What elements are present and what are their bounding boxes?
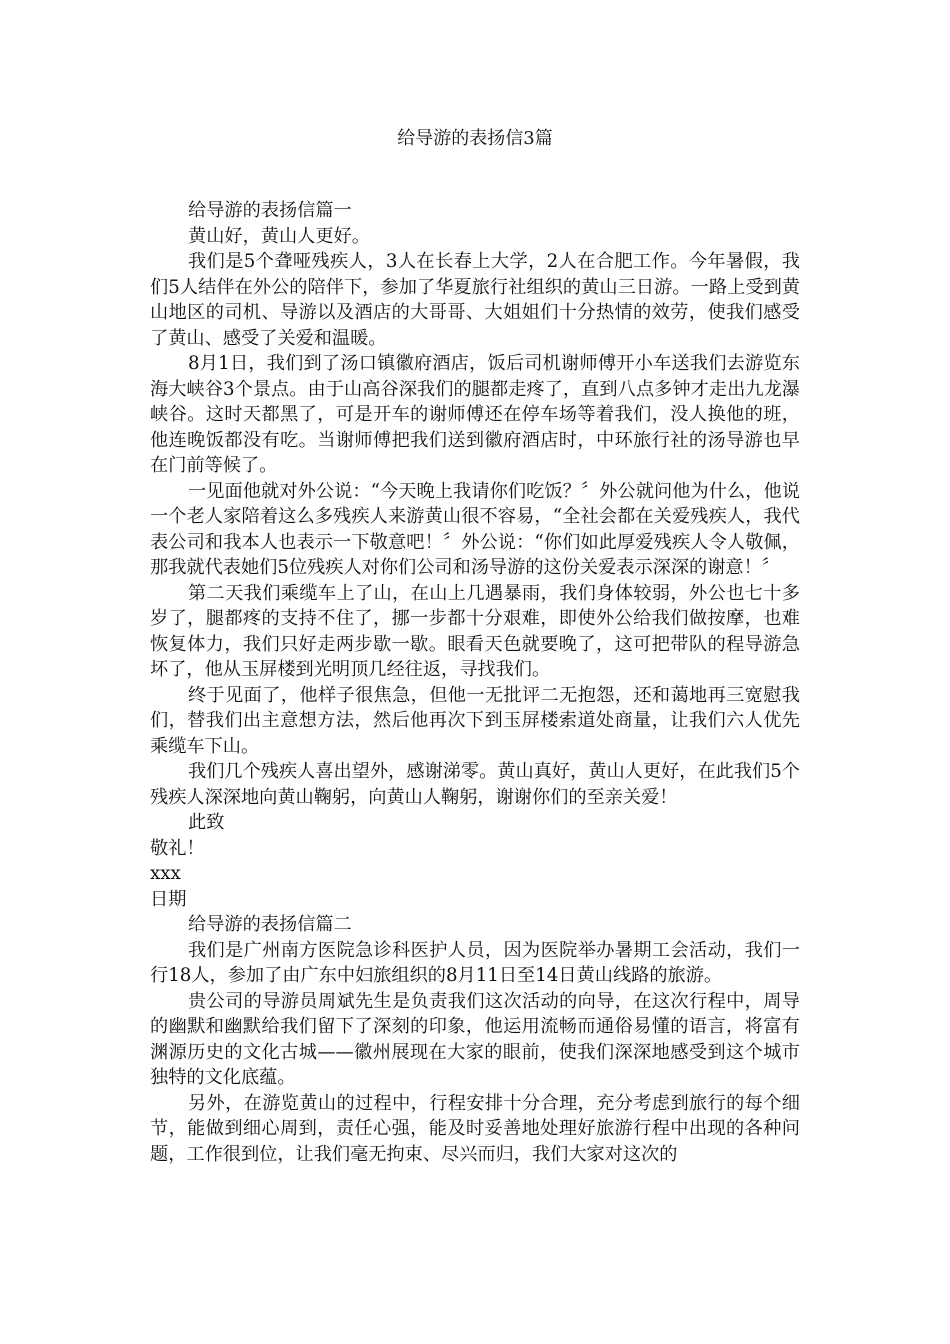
letter1-paragraph: 终于见面了，他样子很焦急，但他一无批评二无抱怨，还和蔼地再三宽慰我们，替我们出主意想方法，然后他再次下到玉屏楼索道处商量，让我们六人优先乘缆车下山。 [150, 684, 800, 757]
letter1-date: 日期 [150, 888, 187, 910]
letter2-heading: 给导游的表扬信篇二 [188, 914, 352, 935]
letter1-paragraph: 我们是5个聋哑残疾人，3人在长春上大学，2人在合肥工作。今年暑假，我们5人结伴在外公的陪伴下，参加了华夏旅行社组织的黄山三日游。一路上受到黄山地区的司机、导游以及酒店的大哥哥、大姐姐们十分热情的效劳，使我们感受了黄山、感受了关爱和温暖。 [150, 251, 800, 349]
letter1-paragraph: 我们几个残疾人喜出望外，感谢涕零。黄山真好，黄山人更好，在此我们5个残疾人深深地向黄山鞠躬，向黄山人鞠躬，谢谢你们的至亲关爱！ [150, 761, 800, 808]
letter1-paragraph: 8月1日，我们到了汤口镇徽府酒店，饭后司机谢师傅开小车送我们去游览东海大峡谷3个景点。由于山高谷深我们的腿都走疼了，直到八点多钟才走出九龙瀑峡谷。这时天都黑了，可是开车的谢师傅还在停车场等着我们，没人换他的班，他连晚饭都没有吃。当谢师傅把我们送到徽府酒店时，中环旅行社的汤导游也早在门前等候了。 [150, 353, 800, 476]
letter2-paragraph: 另外，在游览黄山的过程中，行程安排十分合理，充分考虑到旅行的每个细节，能做到细心周到，责任心强，能及时妥善地处理好旅游行程中出现的各种问题，工作很到位，让我们毫无拘束、尽兴而归，我们大家对这次的 [150, 1092, 800, 1165]
letter1-signature: xxx [150, 863, 181, 884]
letter1-paragraph: 一见面他就对外公说：“今天晚上我请你们吃饭？〞外公就问他为什么，他说一个老人家陪着这么多残疾人来游黄山很不容易，“全社会都在关爱残疾人，我代表公司和我本人也表示一下敬意吧！〞外公说：“你们如此厚爱残疾人令人敬佩，那我就代表她们5位残疾人对你们公司和汤导游的这份关爱表示深深的谢意！〞 [150, 480, 800, 578]
document-body [150, 198, 800, 1167]
letter1-closing: 此致 [188, 812, 225, 833]
letter1-salute: 敬礼！ [150, 837, 205, 859]
letter2-paragraph: 我们是广州南方医院急诊科医护人员，因为医院举办暑期工会活动，我们一行18人，参加了由广东中妇旅组织的8月11日至14日黄山线路的旅游。 [150, 939, 800, 986]
letter1-greeting: 黄山好，黄山人更好。 [188, 225, 370, 247]
letter1-paragraph: 第二天我们乘缆车上了山，在山上几遇暴雨，我们身体较弱，外公也七十多岁了，腿都疼的支持不住了，挪一步都十分艰难，即使外公给我们做按摩，也难恢复体力，我们只好走两步歇一歇。眼看天色就要晚了，这可把带队的程导游急坏了，他从玉屏楼到光明顶几经往返，寻找我们。 [150, 582, 800, 680]
letter1-heading: 给导游的表扬信篇一 [188, 200, 352, 221]
letter2-paragraph: 贵公司的导游员周斌先生是负责我们这次活动的向导，在这次行程中，周导的幽默和幽默给我们留下了深刻的印象，他运用流畅而通俗易懂的语言，将富有渊源历史的文化古城——徽州展现在大家的眼前，使我们深深地感受到这个城市独特的文化底蕴。 [150, 990, 800, 1088]
document-title: 给导游的表扬信3篇 [397, 128, 553, 149]
